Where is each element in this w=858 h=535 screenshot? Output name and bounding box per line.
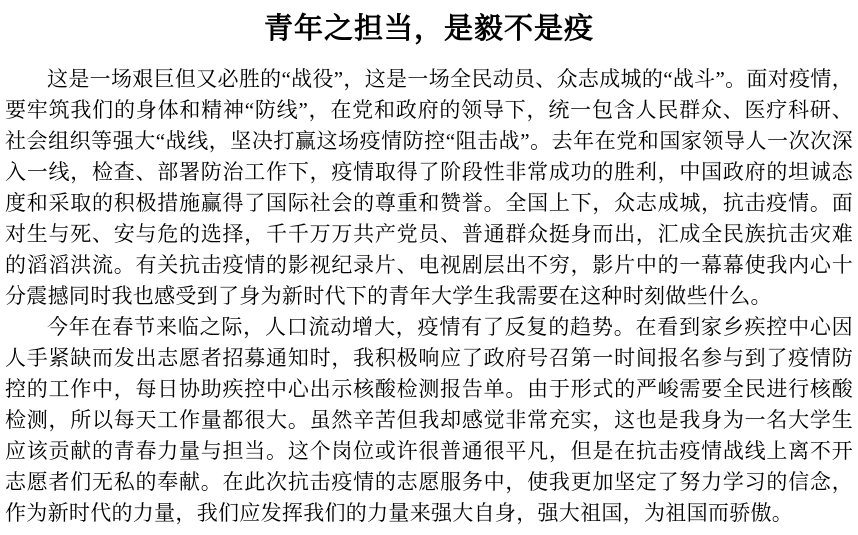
paragraph-1: 这是一场艰巨但又必胜的“战役”，这是一场全民动员、众志成城的“战斗”。面对疫情，要牢筑我们的身体和精神“防线”，在党和政府的领导下，统一包含人民群众、医疗科研、社会组织等强大“战线，坚决打赢这场疫情防控“阻击战”。去年在党和国家领导人一次次深入一线，检查、部署防治工作下，疫情取得了阶段性非常成功的胜利，中国政府的坦诚态度和采取的积极措施赢得了国际社会的尊重和赞誉。全国上下，众志成城，抗击疫情。面对生与死、安与危的选择，千千万万共产党员、普通群众挺身而出，汇成全民族抗击灾难的滔滔洪流。有关抗击疫情的影视纪录片、电视剧层出不穷，影片中的一幕幕使我内心十分震撼同时我也感受到了身为新时代下的青年大学生我需要在这种时刻做些什么。	[5, 67, 853, 308]
document-title: 青年之担当，是毅不是疫	[263, 13, 594, 45]
document-body	[5, 64, 853, 529]
paragraph-2: 今年在春节来临之际，人口流动增大，疫情有了反复的趋势。在看到家乡疾控中心因人手紧缺而发出志愿者招募通知时，我积极响应了政府号召第一时间报名参与到了疫情防控的工作中，每日协助疾控中心出示核酸检测报告单。由于形式的严峻需要全民进行核酸检测，所以每天工作量都很大。虽然辛苦但我却感觉非常充实，这也是我身为一名大学生应该贡献的青春力量与担当。这个岗位或许很普通很平凡，但是在抗击疫情战线上离不开志愿者们无私的奉献。在此次抗击疫情的志愿服务中，使我更加坚定了努力学习的信念，作为新时代的力量，我们应发挥我们的力量来强大自身，强大祖国，为祖国而骄傲。	[5, 315, 853, 525]
